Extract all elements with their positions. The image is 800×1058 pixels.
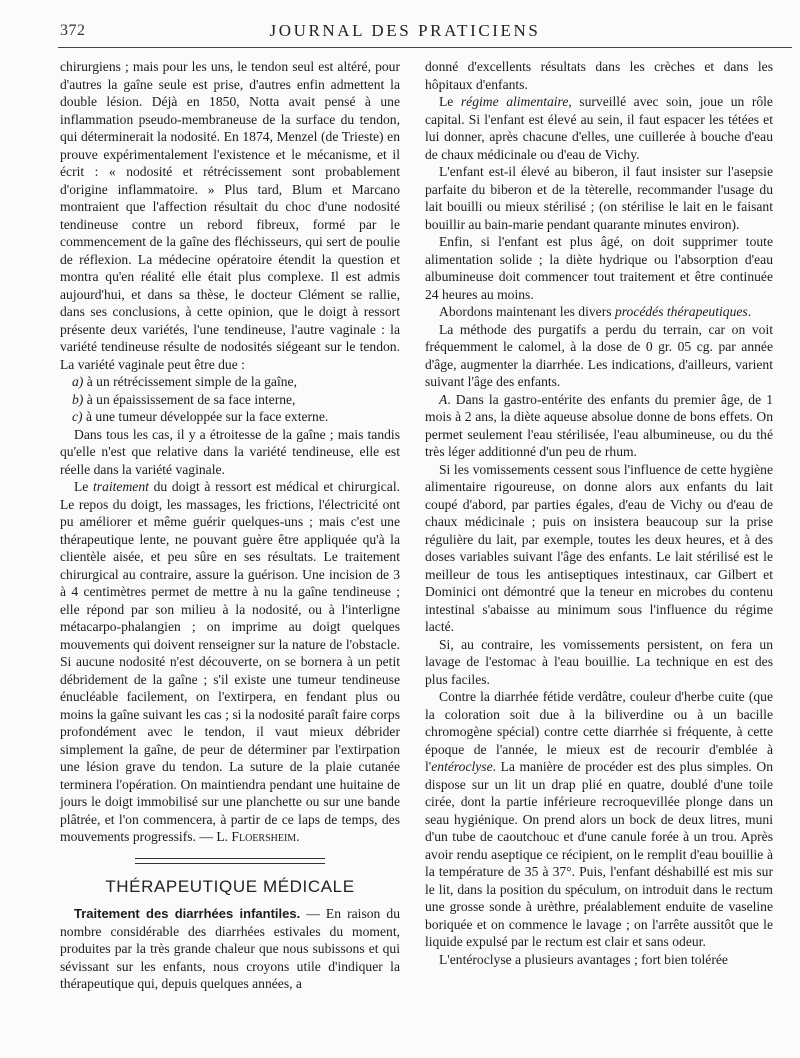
paragraph [60,905,400,993]
paragraph: L'enfant est-il élevé au biberon, il faut insister sur l'asepsie parfaite du biberon et de la tèterelle, recommander l'usage du lait bouilli ou mieux stérilisé ; (on stérilise le lait en le faisant bouillir au bain-marie pendant quarante minutes environ). [425,164,773,232]
paragraph [425,688,773,951]
paragraph [425,391,773,461]
paragraph: chirurgiens ; mais pour les uns, le tendon seul est altéré, pour d'autres la gaîne seule est prise, d'autres enfin admettent la double lésion. Déjà en 1850, Notta avait pensé à une inflammation pseudo-membraneuse de la surface du tendon, qui déterminerait la nodosité. En 1874, Menzel (de Trieste) en prouve expérimentalement l'existence et le mécanisme, et il écrit : « nodosité et rétrécissement sont probablement d'origine inflammatoire. » Plus tard, Blum et Marcano montraient que l'affection résultait du choc d'une nodosité tendineuse contre un rebord fibreux, formé par le commencement de la gaîne des fléchisseurs, qui sert de poulie de réflexion. La médecine opératoire étendit la question et montra qu'en réalité elle était plus complexe. Il est admis aujourd'hui, et dans sa thèse, le docteur Clément se rallie, dans ses conclusions, à cette opinion, que le doigt à ressort présente deux variétés, l'une tendineuse, l'autre vaginale : la variété tendineuse résulte de nodosités siégeant sur le tendon. La variété vaginale peut être due : [60,59,400,372]
left-column [60,58,400,993]
paragraph: donné d'excellents résultats dans les crèches et dans les hôpitaux d'enfants. [425,59,773,92]
running-header [60,20,790,46]
paragraph [60,478,400,846]
header-rule [58,47,792,48]
journal-title: JOURNAL DES PRATICIENS [269,21,541,40]
section-marker: A [439,391,448,407]
italic-term: entéroclyse [431,759,493,774]
text-run: . [747,304,752,319]
paragraph: Si les vomissements cessent sous l'influence de cette hygiène alimentaire rigoureuse, on donne alors aux enfants du lait coupé d'abord, par parties égales, d'eau de Vichy ou d'eau de chaux médicinale ; puis on insistera beaucoup sur la prise régulière du lait, par exemple, toutes les deux heures, et à des doses variables suivant l'âge des enfants. Le lait stérilisé est le meilleur de tous les antiseptiques intestinaux, car Gilbert et Dominici ont démontré que la teneur en microbes du contenu intestinal s'abaisse au minimum sous l'influence du régime lacté. [425,461,773,634]
list-item-text: à un épaississement de sa face interne, [83,391,296,407]
paragraph: Si, au contraire, les vomissements persistent, on fera un lavage de l'estomac à l'eau bouillie. La technique en est des plus faciles. [425,636,773,687]
paragraph [425,93,773,163]
text-run: Contre la diarrhée fétide verdâtre, couleur d'herbe cuite (que la coloration soit due à la biliverdine ou à un bacille chromogène spécial) contre cette diarrhée si fréquente, à cette époque de l'année, le mieux est de recourir d'emblée à l' [425,689,773,774]
author-signature: L. Floersheim. [216,829,300,844]
right-column [425,58,773,968]
list-marker: a) [72,374,84,389]
italic-term: traitement [93,479,149,494]
list-item [60,391,400,409]
article-title: Traitement des diarrhées infantiles. [74,906,301,921]
text-run: du doigt à ressort est médical et chirurgical. Le repos du doigt, les massages, les frictions, l'électricité ont pu améliorer et même guérir quelques-uns ; mais c'est une thérapeutique lente, ne pouvant guère être appliquée qu'à la clientèle aisée, et peu sûre en ses résultats. Le traitement chirurgical au contraire, assure la guérison. Une incision de 3 à 4 centimètres permet de mettre à nu la gaîne tendineuse ; elle répond par son milieu à la nodosité, ou à l'interligne métacarpo-phalangien ; on imprime au doigt quelques mouvements qui doivent renseigner sur la nature de l'obstacle. Si aucune nodosité n'est découverte, on se bornera à un petit débridement de la gaîne ; s'il existe une tumeur tendineuse énucléable facilement, on l'extirpera, en fendant plus ou moins la gaîne suivant les cas ; si la nodosité paraît faire corps profondément avec le tendon, il vaut mieux débrider simplement la gaîne, de peur de déterminer par l'extirpation une lésion grave du tendon. La suture de la plaie cutanée terminera l'opération. On maintiendra pendant une huitaine de jours le doigt immobilisé sur une planchette ou sur une bande plâtrée, et l'on commencera, à partir de ce laps de temps, des mouvements progressifs. — [60,479,400,844]
italic-term: régime alimentaire [460,94,569,109]
section-divider [135,858,325,864]
text-run: , surveillé avec soin, joue un rôle capital. Si l'enfant est élevé au sein, il faut espacer les tétées et lui donner, après chacune d'elles, une cuillerée à bouche d'eau de chaux médicinale ou d'eau de Vichy. [425,94,773,162]
list-item-text: à un rétrécissement simple de la gaîne, [83,374,297,389]
text-run: . Dans la gastro-entérite des enfants du premier âge, de 1 mois à 2 ans, la diète aqueuse absolue donne de bons effets. On permet seulement l'eau stérilisée, l'eau albumineuse, ou du thé très léger additionné d'un peu de rhum. [425,391,773,459]
section-heading: THÉRAPEUTIQUE MÉDICALE [105,876,355,896]
text-run: — En raison du nombre considérable des diarrhées estivales du moment, produites par la très grande chaleur que nous subissons et qui sévissant sur les enfants, nous croyons utile d'indiquer la thérapeutique qui, depuis quelques années, a [60,906,400,991]
list-marker: c) [72,409,83,424]
list-item [60,408,400,426]
italic-term: procédés thérapeutiques [614,304,748,319]
paragraph: Enfin, si l'enfant est plus âgé, on doit supprimer toute alimentation solide ; la diète hydrique ou l'absorption d'eau albumineuse doit commencer tout traitement et être continuée 24 heures au moins. [425,234,773,302]
page-number: 372 [60,22,86,39]
text-run: . La manière de procéder est des plus simples. On dispose sur un lit un drap plié en quatre, doublé d'une toile cirée, dont la partie inférieure recroquevillée plonge dans un seau hygiénique. On prend alors un bock de deux litres, muni d'un tube de caoutchouc et d'une canule forée à un trou. Après avoir rendu aseptique ce récipient, on le remplit d'eau bouillie à la température de 35 à 37°. Puis, l'enfant déshabillé est mis sur le lit, dans la position du spéculum, on introduit dans le rectum une grosse sonde à urèthre, préalablement enduite de vaseline boriquée et on commence le lavage ; on l'arrête aussitôt que le liquide expulsé par le rectum est clair et sans odeur. [425,759,773,949]
paragraph: La méthode des purgatifs a perdu du terrain, car on voit fréquemment le calomel, à la dose de 0 gr. 05 cg. par année d'âge, augmenter la diarrhée. Les indications, d'ailleurs, varient suivant l'âge des enfants. [425,321,773,389]
list-item [60,373,400,391]
text-run: Le [439,94,461,109]
text-run: Le [74,479,94,494]
paragraph: L'entéroclyse a plusieurs avantages ; fort bien tolérée [439,951,728,967]
paragraph: Dans tous les cas, il y a étroitesse de la gaîne ; mais tandis qu'elle n'est que relative dans la variété tendineuse, elle est réelle dans la variété vaginale. [60,426,400,477]
text-run: Abordons maintenant les divers [439,304,615,319]
list-marker: b) [72,391,84,407]
list-item-text: à une tumeur développée sur la face externe. [82,409,329,424]
paragraph [425,303,773,321]
